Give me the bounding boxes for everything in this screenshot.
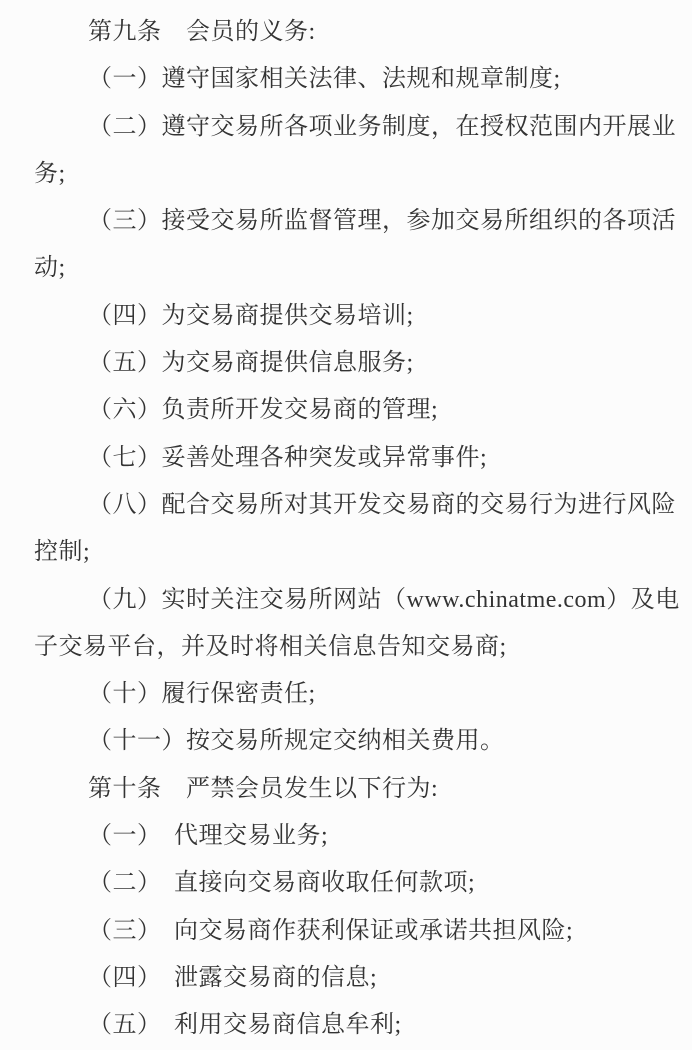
text-line: （三）接受交易所监督管理，参加交易所组织的各项活 (88, 208, 676, 235)
text-line: 子交易平台，并及时将相关信息告知交易商; (34, 633, 507, 660)
text-line: 第十条 严禁会员发生以下行为: (88, 775, 439, 802)
article-heading (34, 9, 668, 56)
text-line: （五）为交易商提供信息服务; (88, 350, 414, 377)
list-item-paragraph (34, 387, 668, 434)
list-item-paragraph (34, 104, 676, 199)
text-line: （二） 直接向交易商收取任何款项; (88, 870, 476, 897)
text-line: （九）实时关注交易所网站（www.chinatme.com）及电 (88, 586, 680, 613)
list-item-paragraph (34, 908, 668, 955)
list-item-paragraph (34, 340, 668, 387)
text-line: （三） 向交易商作获利保证或承诺共担风险; (88, 917, 574, 944)
text-line: （八）配合交易所对其开发交易商的交易行为进行风险 (88, 491, 676, 518)
list-item-paragraph (34, 813, 668, 860)
list-item-paragraph (34, 955, 668, 1002)
text-line: （一）遵守国家相关法律、法规和规章制度; (88, 66, 561, 93)
text-line: 动; (34, 255, 66, 282)
list-item-paragraph (34, 718, 668, 765)
text-line: 务; (34, 160, 66, 187)
text-line: （五） 利用交易商信息牟利; (88, 1012, 402, 1039)
article-heading (34, 766, 668, 813)
text-line: （四）为交易商提供交易培训; (88, 302, 414, 329)
text-line: （十）履行保密责任; (88, 681, 316, 708)
text-line: （二）遵守交易所各项业务制度，在授权范围内开展业 (88, 113, 676, 140)
list-item-paragraph (34, 860, 668, 907)
text-line: 第九条 会员的义务: (88, 19, 316, 45)
list-item-paragraph (34, 577, 680, 672)
text-line: （七）妥善处理各种突发或异常事件; (88, 444, 488, 471)
list-item-paragraph (34, 293, 668, 340)
list-item-paragraph (34, 671, 668, 718)
text-line: （六）负责所开发交易商的管理; (88, 397, 439, 424)
text-line: （一） 代理交易业务; (88, 823, 329, 850)
list-item-paragraph (34, 482, 676, 577)
text-line: （十一）按交易所规定交纳相关费用。 (88, 728, 505, 755)
list-item-paragraph (34, 435, 668, 482)
list-item-paragraph (34, 1002, 668, 1049)
text-line: 控制; (34, 539, 91, 566)
list-item-paragraph (34, 56, 668, 103)
text-line: （四） 泄露交易商的信息; (88, 964, 378, 991)
list-item-paragraph (34, 198, 676, 293)
